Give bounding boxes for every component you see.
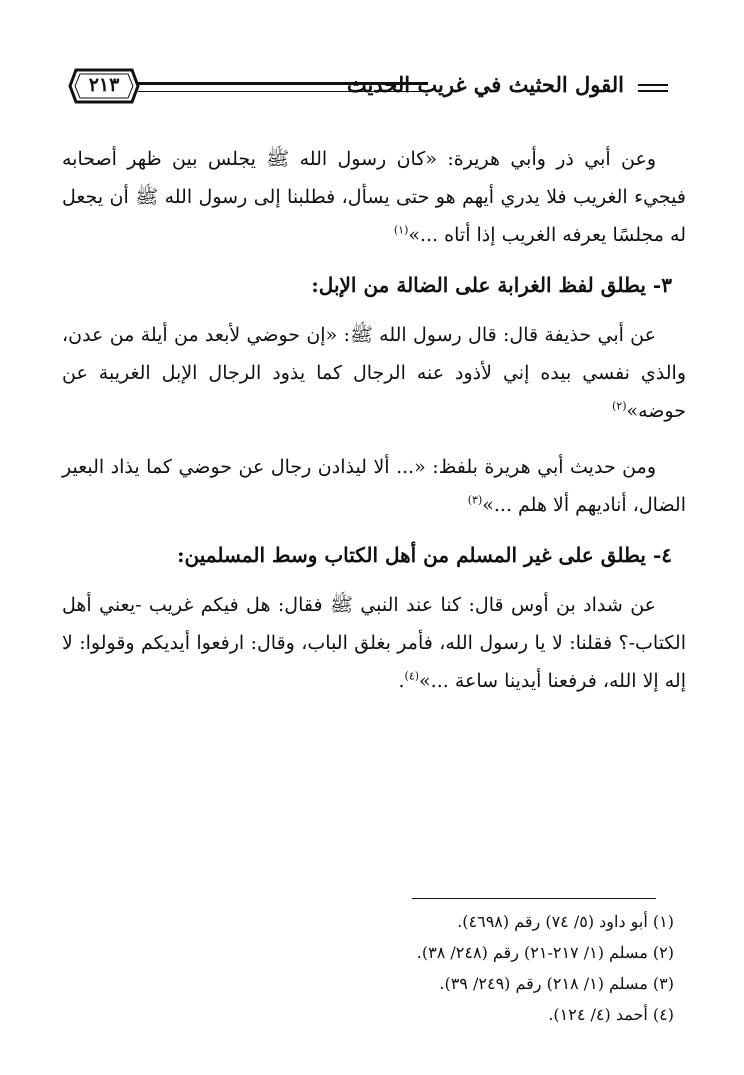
footnotes (62, 906, 674, 1030)
paragraph-shaddad (62, 586, 686, 700)
footnote-ref: (٣) (467, 493, 483, 507)
footnote-ref: (٢) (611, 399, 627, 413)
footnote-item: (٣) مسلم (١/ ٢١٨) رقم (٢٤٩/ ٣٩). (439, 974, 674, 993)
footnote-item: (٢) مسلم (١/ ٢١٧-٢١) رقم (٢٤٨/ ٣٨). (416, 943, 674, 962)
footnote-separator (412, 898, 656, 899)
running-header (68, 62, 668, 112)
footnote-item: (١) أبو داود (٥/ ٧٤) رقم (٤٦٩٨). (457, 912, 674, 931)
footnote-ref: (١) (393, 223, 409, 237)
main-text (62, 140, 686, 700)
paragraph-text: وعن أبي ذر وأبي هريرة: «كان رسول الله ﷺ يجلس بين ظهر أصحابه فيجيء الغريب فلا يدري أيهم هو حتى يسأل، فطلبنا إلى رسول الله ﷺ أن يجعل له مجلسًا يعرفه الغريب إذا أتاه ...» (62, 148, 686, 246)
paragraph-abu-hurayra (62, 448, 686, 524)
paragraph-text: عن أبي حذيفة قال: قال رسول الله ﷺ: «إن حوضي لأبعد من أيلة من عدن، والذي نفسي بيده إني لأذود عنه الرجال كما يذود الرجال الإبل الغريبة عن حوضه» (62, 324, 686, 422)
paragraph-abu-hudhayfa (62, 316, 686, 430)
page-number-frame (68, 66, 140, 106)
page-number: ٢١٣ (88, 74, 120, 96)
paragraph-end-mark: . (398, 670, 405, 692)
footnote-item: (٤) أحمد (٤/ ١٢٤). (548, 1005, 674, 1024)
header-rule (138, 82, 428, 92)
paragraph-text: ومن حديث أبي هريرة بلفظ: «... ألا ليذادن رجال عن حوضي كما يذاد البعير الضال، أناديهم ألا هلم ...» (62, 456, 686, 516)
footnote-ref: (٤) (404, 669, 420, 683)
section-heading-3: ٣- يطلق لفظ الغرابة على الضالة من الإبل: (311, 273, 672, 297)
paragraph-text: عن شداد بن أوس قال: كنا عند النبي ﷺ فقال: هل فيكم غريب -يعني أهل الكتاب-؟ فقلنا: لا يا رسول الله، فأمر بغلق الباب، وقال: ارفعوا أيديكم وقولوا: لا إله إلا الله، فرفعنا أيدينا ساعة ...» (62, 594, 686, 692)
section-heading-4: ٤- يطلق على غير المسلم من أهل الكتاب وسط المسلمين: (177, 543, 672, 567)
book-title: القول الحثيث في غريب الحديث (346, 72, 624, 97)
header-dash-ornament (638, 84, 668, 92)
paragraph-abu-dharr (62, 140, 686, 254)
